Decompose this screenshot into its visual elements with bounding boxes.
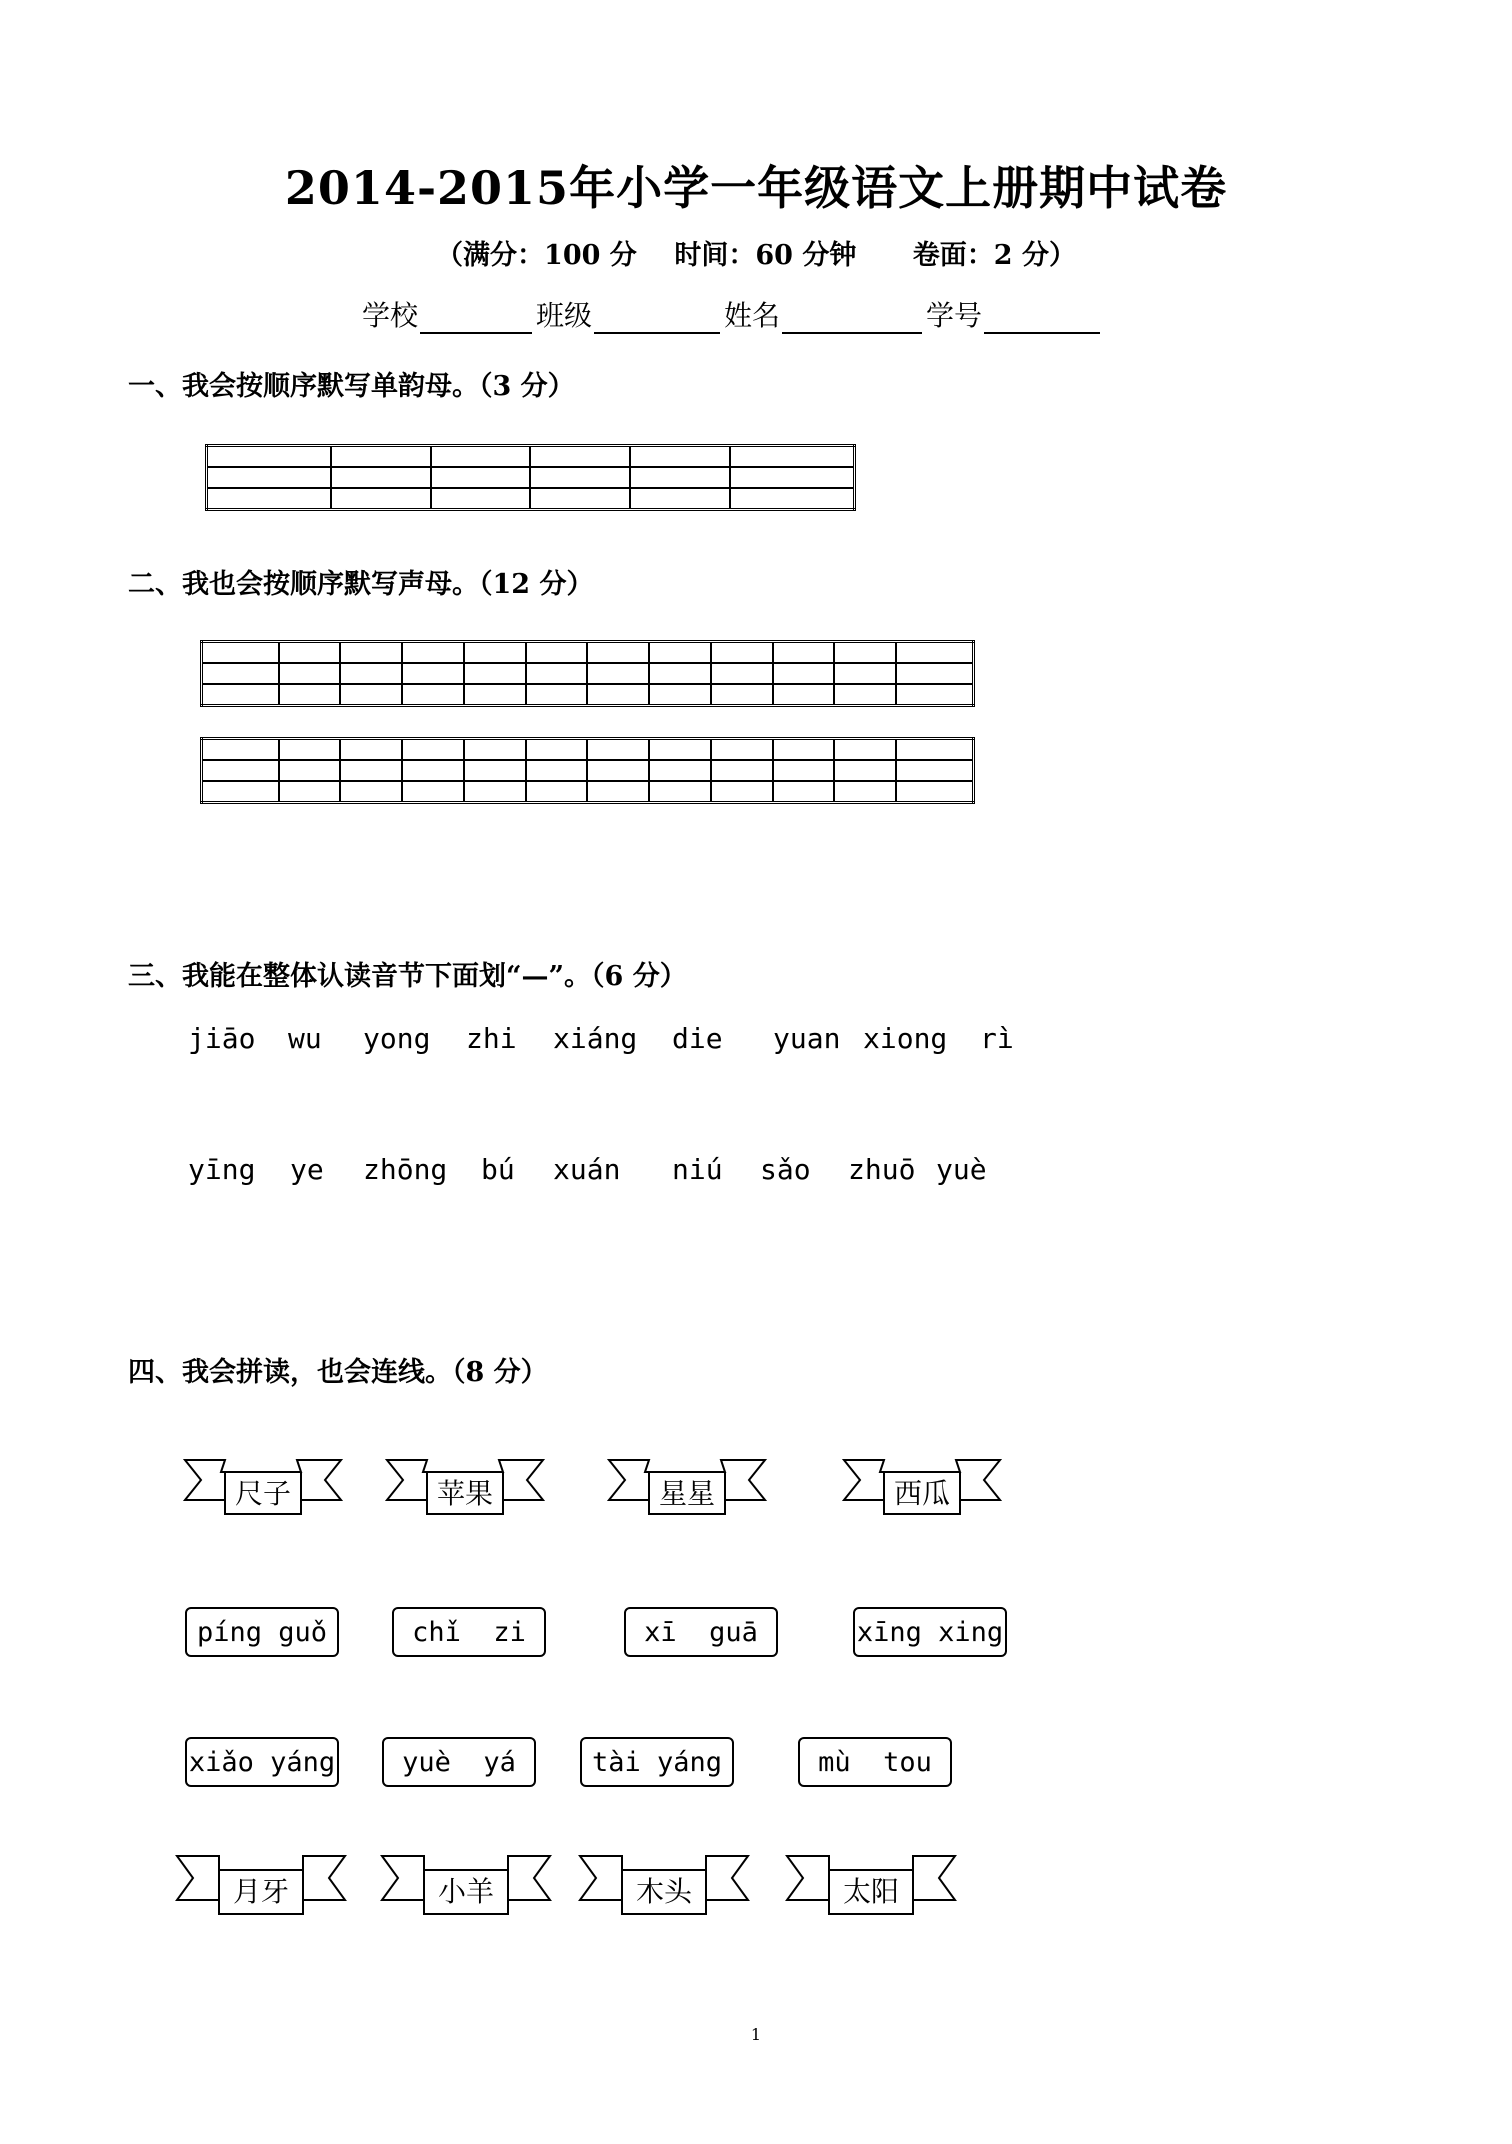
student-info-row	[362, 294, 1104, 334]
word-banner[interactable]	[175, 1848, 347, 1924]
initials-writing-grid-2[interactable]	[200, 737, 975, 804]
number-field[interactable]	[984, 302, 1100, 334]
syllable[interactable]: zhuō	[848, 1153, 916, 1186]
word-banner[interactable]	[183, 1450, 343, 1526]
number-label: 学号	[926, 299, 983, 332]
vowel-writing-grid[interactable]	[205, 444, 856, 511]
banner-word: 西瓜	[893, 1477, 950, 1510]
syllable[interactable]: wu	[288, 1022, 322, 1055]
banner-word: 太阳	[842, 1875, 899, 1908]
syllable[interactable]: ye	[290, 1153, 324, 1186]
pinyin-box[interactable]: tài yáng	[580, 1737, 734, 1787]
banner-word: 月牙	[232, 1875, 289, 1908]
syllable[interactable]: rì	[980, 1022, 1014, 1055]
word-banner[interactable]	[785, 1848, 957, 1924]
pinyin-box[interactable]: xīng xing	[853, 1607, 1007, 1657]
school-field[interactable]	[420, 302, 532, 334]
question-2-heading: 二、我也会按顺序默写声母。（12 分）	[128, 569, 594, 600]
name-field[interactable]	[782, 302, 922, 334]
pinyin-box[interactable]: chǐ zi	[392, 1607, 546, 1657]
banner-word: 木头	[635, 1875, 692, 1908]
syllable[interactable]: jiāo	[188, 1022, 256, 1055]
school-label: 学校	[362, 299, 419, 332]
pinyin-box[interactable]: mù tou	[798, 1737, 952, 1787]
pinyin-box[interactable]: xī guā	[624, 1607, 778, 1657]
syllable[interactable]: bú	[481, 1153, 515, 1186]
syllable[interactable]: xiáng	[553, 1022, 638, 1055]
class-label: 班级	[536, 299, 593, 332]
syllable[interactable]: yuè	[936, 1153, 987, 1186]
word-banner[interactable]	[578, 1848, 750, 1924]
syllable[interactable]: sǎo	[760, 1153, 811, 1186]
page-title: 2014-2015年小学一年级语文上册期中试卷	[284, 161, 1228, 215]
syllable[interactable]: xuán	[553, 1153, 621, 1186]
syllable[interactable]: yuan	[773, 1022, 841, 1055]
syllable[interactable]: xiong	[863, 1022, 948, 1055]
pinyin-box[interactable]: píng guǒ	[185, 1607, 339, 1657]
question-3-heading: 三、我能在整体认读音节下面划“—”。（6 分）	[128, 961, 687, 992]
word-banner[interactable]	[380, 1848, 552, 1924]
syllable[interactable]: die	[672, 1022, 723, 1055]
syllable[interactable]: niú	[672, 1153, 723, 1186]
question-4-heading: 四、我会拼读，也会连线。（8 分）	[128, 1357, 548, 1388]
pinyin-box[interactable]: yuè yá	[382, 1737, 536, 1787]
banner-word: 尺子	[234, 1477, 291, 1510]
initials-writing-grid-1[interactable]	[200, 640, 975, 707]
banner-word: 小羊	[437, 1875, 494, 1908]
exam-meta: （满分：100 分 时间：60 分钟 卷面：2 分）	[436, 240, 1076, 271]
banner-word: 星星	[658, 1477, 715, 1510]
syllable[interactable]: yīng	[188, 1153, 256, 1186]
word-banner[interactable]	[842, 1450, 1002, 1526]
page-number: 1	[750, 2025, 762, 2044]
word-banner[interactable]	[607, 1450, 767, 1526]
question-1-heading: 一、我会按顺序默写单韵母。（3 分）	[128, 371, 575, 402]
syllable[interactable]: zhi	[466, 1022, 517, 1055]
name-label: 姓名	[724, 299, 781, 332]
banner-word: 苹果	[436, 1477, 493, 1510]
pinyin-box[interactable]: xiǎo yáng	[185, 1737, 339, 1787]
syllable[interactable]: yong	[363, 1022, 431, 1055]
word-banner[interactable]	[385, 1450, 545, 1526]
class-field[interactable]	[594, 302, 720, 334]
syllable[interactable]: zhōng	[363, 1153, 448, 1186]
